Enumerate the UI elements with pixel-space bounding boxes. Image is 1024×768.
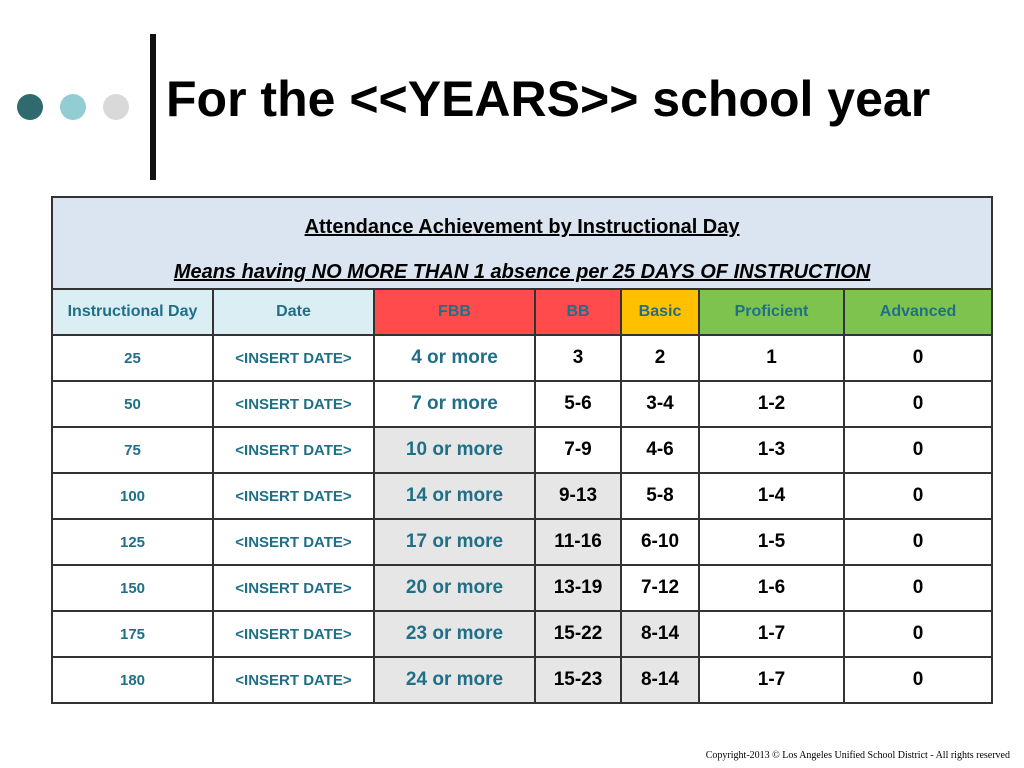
cell-instructional-day: 100 [52, 473, 213, 519]
cell-bb: 15-22 [535, 611, 621, 657]
table-row [52, 427, 992, 473]
cell-basic: 6-10 [621, 519, 699, 565]
col-header-proficient: Proficient [699, 289, 844, 335]
col-header-basic: Basic [621, 289, 699, 335]
cell-basic: 4-6 [621, 427, 699, 473]
cell-date: <INSERT DATE> [213, 381, 374, 427]
table-row [52, 381, 992, 427]
cell-instructional-day: 150 [52, 565, 213, 611]
cell-bb: 11-16 [535, 519, 621, 565]
table-row [52, 565, 992, 611]
cell-advanced: 0 [844, 611, 992, 657]
cell-fbb: 14 or more [374, 473, 535, 519]
cell-bb: 3 [535, 335, 621, 381]
cell-instructional-day: 50 [52, 381, 213, 427]
cell-date: <INSERT DATE> [213, 611, 374, 657]
cell-fbb: 23 or more [374, 611, 535, 657]
cell-basic: 7-12 [621, 565, 699, 611]
cell-proficient: 1-2 [699, 381, 844, 427]
table-subheading: Means having NO MORE THAN 1 absence per 25 DAYS OF INSTRUCTION [173, 261, 871, 283]
table-heading: Attendance Achievement by Instructional Day [304, 216, 740, 238]
cell-date: <INSERT DATE> [213, 657, 374, 703]
cell-proficient: 1-7 [699, 657, 844, 703]
col-header-fbb: FBB [374, 289, 535, 335]
col-header-instructional-day: Instructional Day [52, 289, 213, 335]
cell-advanced: 0 [844, 565, 992, 611]
cell-basic: 8-14 [621, 611, 699, 657]
cell-proficient: 1-3 [699, 427, 844, 473]
cell-date: <INSERT DATE> [213, 519, 374, 565]
copyright-notice: Copyright-2013 © Los Angeles Unified School District - All rights reserved [705, 750, 1010, 761]
cell-instructional-day: 125 [52, 519, 213, 565]
col-header-advanced: Advanced [844, 289, 992, 335]
cell-instructional-day: 175 [52, 611, 213, 657]
cell-advanced: 0 [844, 473, 992, 519]
page-title: For the <<YEARS>> school year [166, 71, 931, 127]
table-row [52, 657, 992, 703]
cell-advanced: 0 [844, 657, 992, 703]
cell-date: <INSERT DATE> [213, 565, 374, 611]
cell-date: <INSERT DATE> [213, 473, 374, 519]
table-header [52, 197, 992, 289]
col-header-bb: BB [535, 289, 621, 335]
cell-fbb: 20 or more [374, 565, 535, 611]
dot-light-teal [60, 94, 86, 120]
cell-fbb: 7 or more [374, 381, 535, 427]
cell-basic: 5-8 [621, 473, 699, 519]
dot-gray [103, 94, 129, 120]
cell-instructional-day: 180 [52, 657, 213, 703]
title-divider-bar [150, 34, 156, 180]
table-row [52, 611, 992, 657]
cell-proficient: 1-5 [699, 519, 844, 565]
cell-advanced: 0 [844, 335, 992, 381]
cell-proficient: 1-7 [699, 611, 844, 657]
cell-basic: 2 [621, 335, 699, 381]
cell-advanced: 0 [844, 427, 992, 473]
col-header-date: Date [213, 289, 374, 335]
cell-bb: 15-23 [535, 657, 621, 703]
cell-proficient: 1 [699, 335, 844, 381]
cell-instructional-day: 75 [52, 427, 213, 473]
cell-fbb: 17 or more [374, 519, 535, 565]
cell-instructional-day: 25 [52, 335, 213, 381]
table-row [52, 335, 992, 381]
cell-bb: 9-13 [535, 473, 621, 519]
cell-fbb: 24 or more [374, 657, 535, 703]
cell-basic: 8-14 [621, 657, 699, 703]
cell-basic: 3-4 [621, 381, 699, 427]
cell-proficient: 1-6 [699, 565, 844, 611]
attendance-table [51, 196, 993, 704]
cell-advanced: 0 [844, 381, 992, 427]
cell-fbb: 4 or more [374, 335, 535, 381]
cell-bb: 13-19 [535, 565, 621, 611]
cell-bb: 5-6 [535, 381, 621, 427]
dot-dark-teal [17, 94, 43, 120]
cell-advanced: 0 [844, 519, 992, 565]
cell-bb: 7-9 [535, 427, 621, 473]
cell-fbb: 10 or more [374, 427, 535, 473]
cell-date: <INSERT DATE> [213, 427, 374, 473]
cell-date: <INSERT DATE> [213, 335, 374, 381]
column-header-row [52, 289, 992, 335]
table-row [52, 519, 992, 565]
table-row [52, 473, 992, 519]
cell-proficient: 1-4 [699, 473, 844, 519]
